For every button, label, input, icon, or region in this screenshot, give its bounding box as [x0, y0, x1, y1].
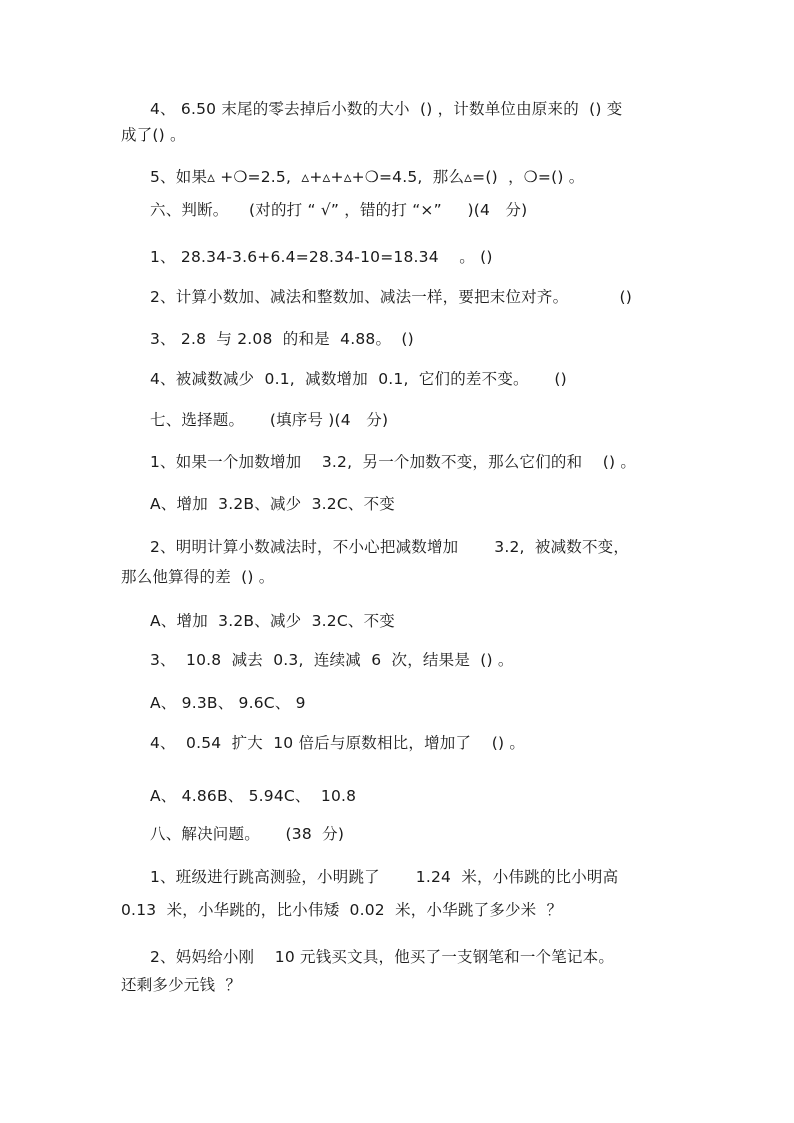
problem-1-continuation: 0.13 米，小华跳的，比小伟矮 0.02 米，小华跳了多少米 ？ [121, 901, 563, 919]
section-8-heading: 八、解决问题。 (38 分) [150, 825, 345, 843]
judge-item-4: 4、被减数减少 0.1, 减数增加 0.1, 它们的差不变。 () [150, 370, 567, 388]
question-4-decimal-zero: 4、 6.50 末尾的零去掉后小数的大小 () ，计数单位由原来的 () 变 [150, 100, 623, 118]
choice-item-2-options: A、增加 3.2B、减少 3.2C、不变 [150, 612, 395, 630]
judge-item-2: 2、计算小数加、减法和整数加、减法一样，要把末位对齐。 () [150, 288, 633, 306]
choice-item-4: 4、 0.54 扩大 10 倍后与原数相比，增加了 () 。 [150, 734, 526, 752]
choice-item-3: 3、 10.8 减去 0.3, 连续减 6 次，结果是 () 。 [150, 651, 514, 669]
choice-item-1-options: A、增加 3.2B、减少 3.2C、不变 [150, 495, 395, 513]
choice-item-4-options: A、 4.86B、 5.94C、 10.8 [150, 787, 357, 805]
choice-item-1: 1、如果一个加数增加 3.2, 另一个加数不变，那么它们的和 () 。 [150, 453, 637, 471]
problem-2: 2、妈妈给小刚 10 元钱买文具，他买了一支钢笔和一个笔记本。 [150, 948, 615, 966]
choice-item-2-continuation: 那么他算得的差 () 。 [121, 568, 275, 586]
choice-item-2: 2、明明计算小数减法时，不小心把减数增加 3.2, 被减数不变， [150, 538, 630, 556]
choice-item-3-options: A、 9.3B、 9.6C、 9 [150, 694, 306, 712]
problem-2-continuation: 还剩多少元钱 ？ [121, 976, 242, 994]
question-4-continuation: 成了() 。 [121, 126, 186, 144]
judge-item-3: 3、 2.8 与 2.08 的和是 4.88。 () [150, 330, 414, 348]
section-6-heading: 六、判断。 (对的打 “ √” ，错的打 “×” )(4 分) [150, 201, 528, 219]
question-5-shapes: 5、如果▵ +❍=2.5, ▵+▵+▵+❍=4.5, 那么▵=() ，❍=() 。 [150, 168, 585, 186]
section-7-heading: 七、选择题。 (填序号 )(4 分) [150, 411, 389, 429]
judge-item-1: 1、 28.34-3.6+6.4=28.34-10=18.34 。 () [150, 248, 493, 266]
problem-1: 1、班级进行跳高测验，小明跳了 1.24 米，小伟跳的比小明高 [150, 868, 619, 886]
